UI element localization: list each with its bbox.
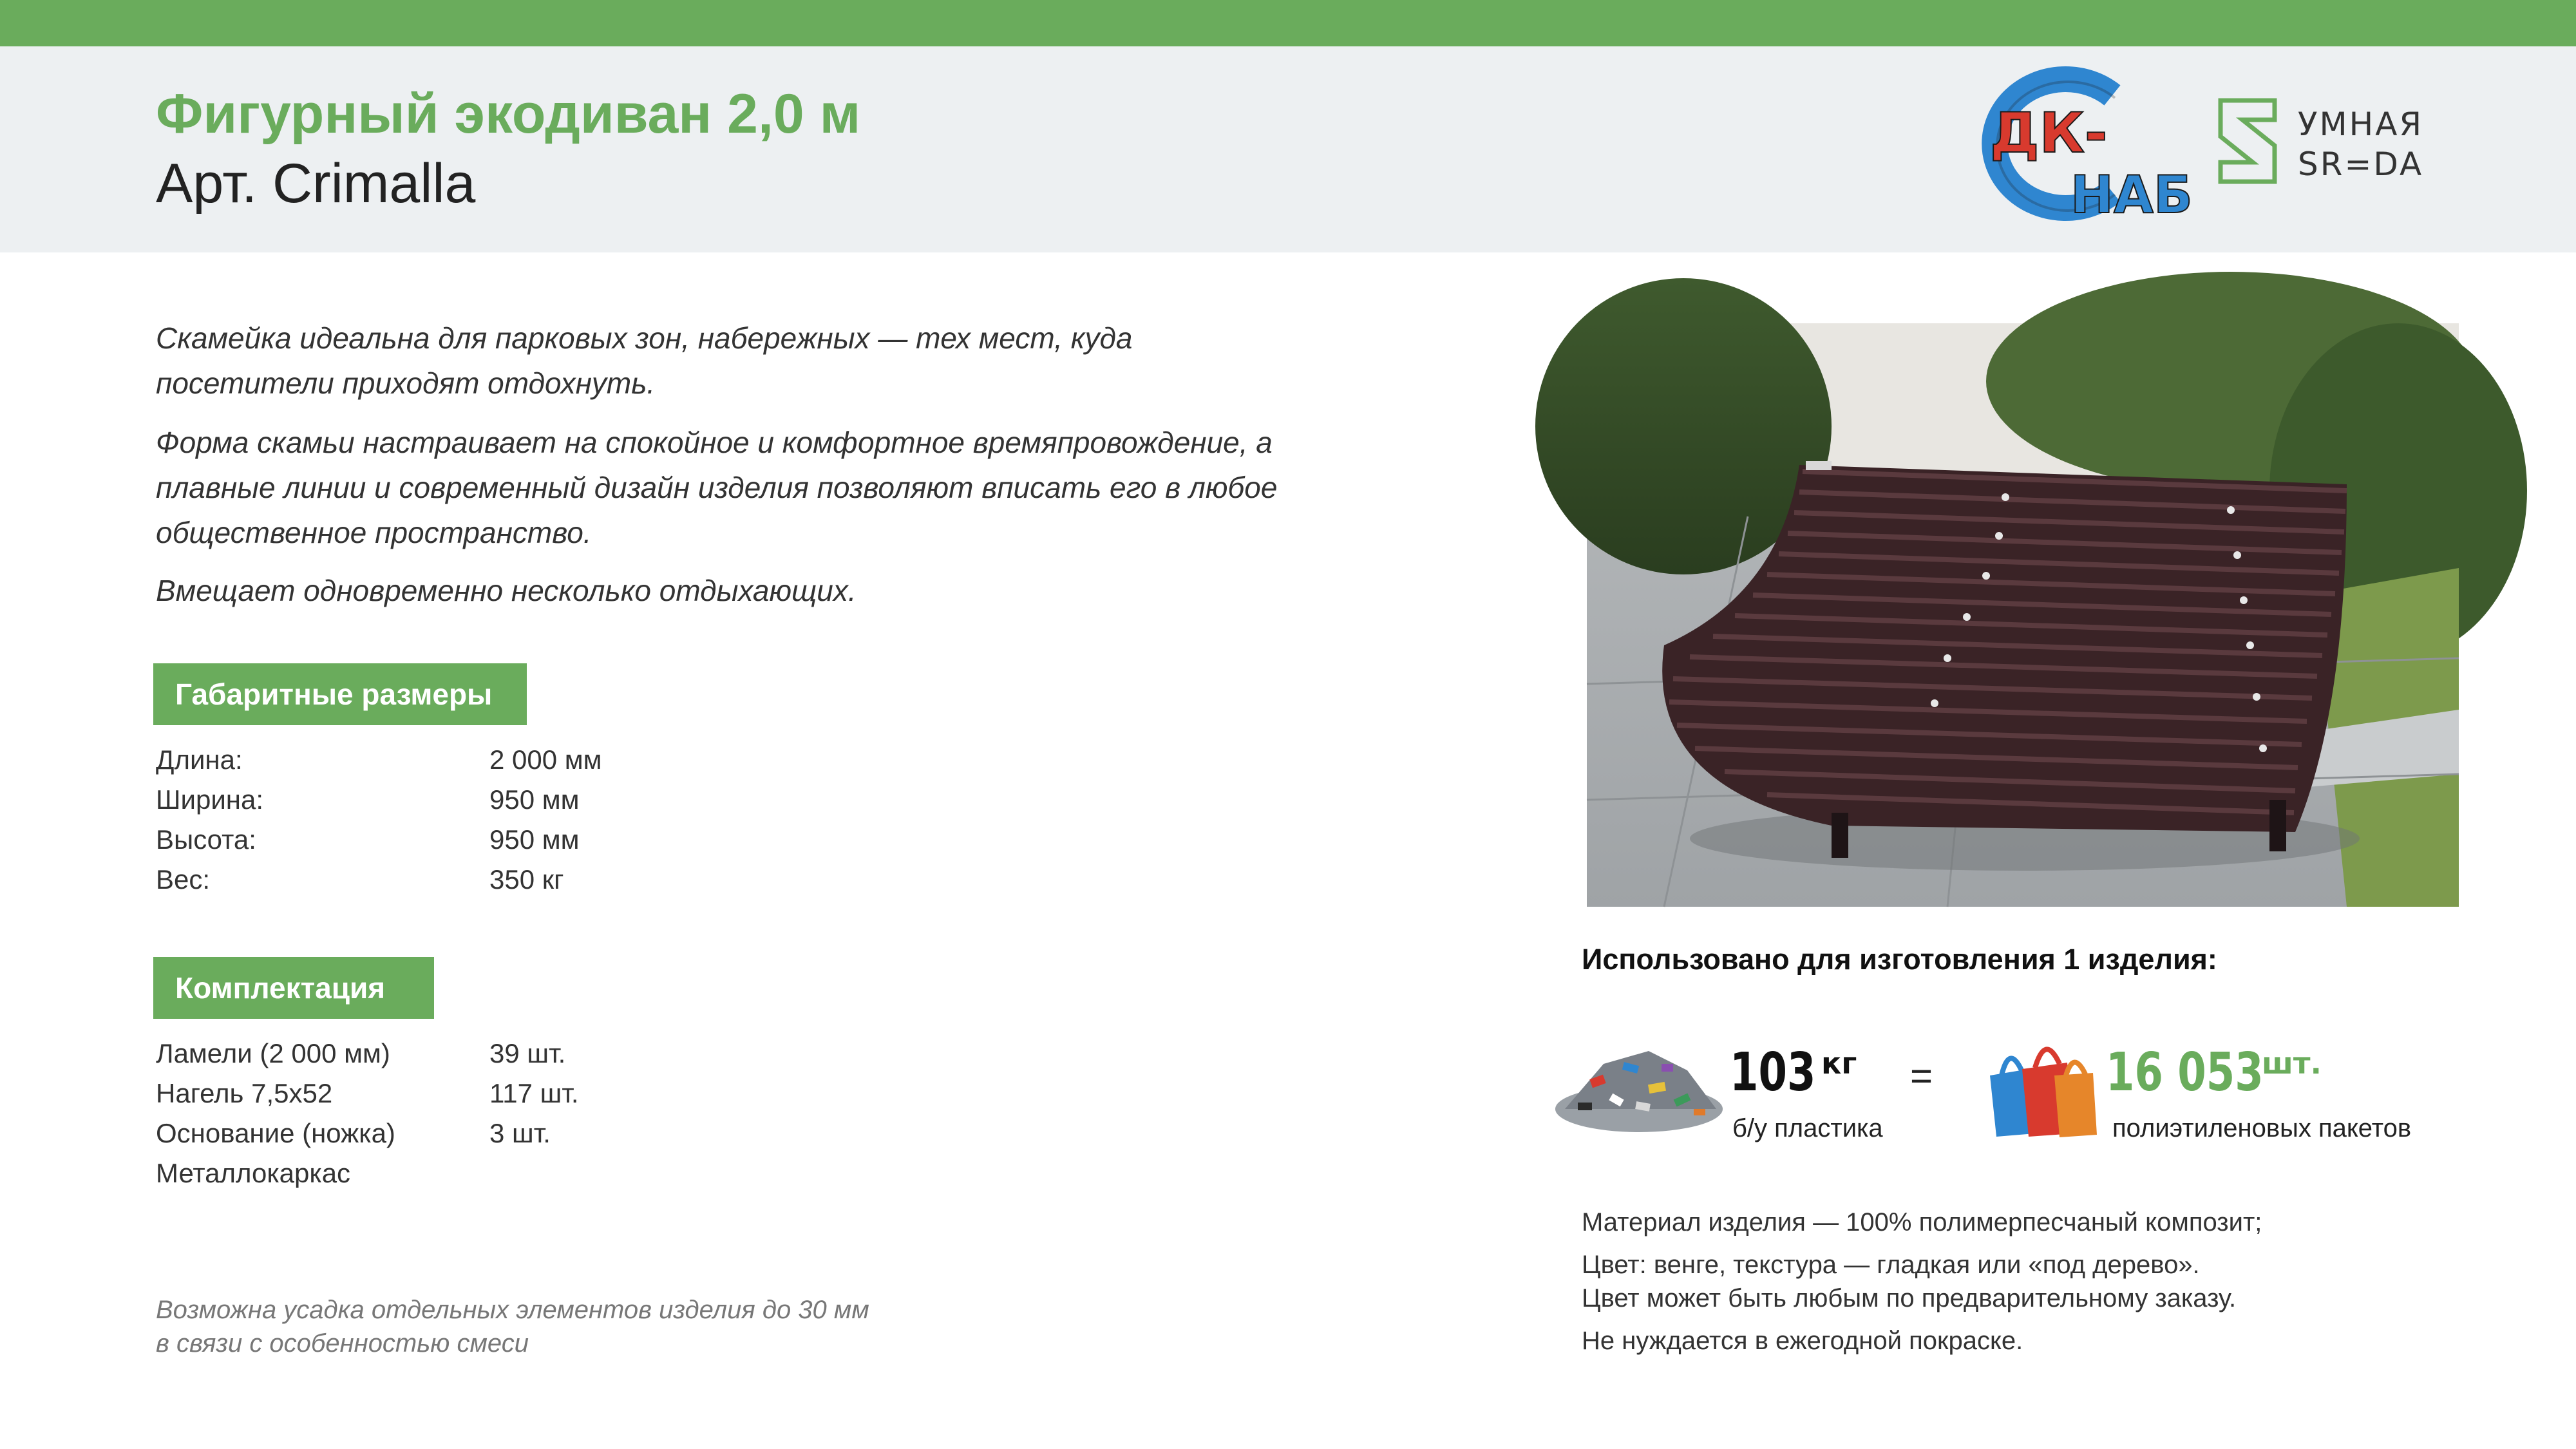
plastic-caption: б/у пластика bbox=[1732, 1114, 1883, 1142]
kit-value: 117 шт. bbox=[489, 1078, 579, 1108]
equals-sign: = bbox=[1910, 1054, 1933, 1097]
logo1-bottom-text: НАБ bbox=[2070, 165, 2193, 225]
bags-amount: 16 053 bbox=[2106, 1042, 2264, 1103]
dimension-key: Длина: bbox=[156, 744, 243, 775]
usage-title: Использовано для изготовления 1 изделия: bbox=[1582, 943, 2217, 976]
dimensions-label: Габаритные размеры bbox=[153, 663, 527, 725]
sreda-s-icon bbox=[2221, 100, 2275, 182]
kit-value: 3 шт. bbox=[489, 1118, 551, 1148]
kit-label: Комплектация bbox=[153, 957, 434, 1019]
plastic-bags-icon bbox=[1984, 1030, 2099, 1140]
bags-unit: шт. bbox=[2262, 1046, 2322, 1081]
description-paragraph-3: Вмещает одновременно несколько отдыхающих. bbox=[156, 574, 857, 607]
kit-key: Нагель 7,5х52 bbox=[156, 1078, 333, 1108]
umnaya-sreda-logo bbox=[2215, 97, 2473, 187]
product-article: Арт. Crimalla bbox=[156, 153, 476, 214]
logo1-top-text: ДК- bbox=[1990, 101, 2108, 166]
product-title: Фигурный экодиван 2,0 м bbox=[156, 83, 861, 145]
dimension-value: 2 000 мм bbox=[489, 744, 602, 775]
material-line: Материал изделия — 100% полимерпесчаный композит; bbox=[1582, 1208, 2262, 1236]
material-line: Не нуждается в ежегодной покраске. bbox=[1582, 1327, 2023, 1355]
logo2-line1: УМНАЯ bbox=[2298, 106, 2424, 143]
shrinkage-note-line: в связи с особенностью смеси bbox=[156, 1329, 529, 1358]
description-paragraph-2: Форма скамьи настраивает на спокойное и комфортное времяпровождение, а плавные линии и современный дизайн изделия позволяют вписать его в любое общественное пространство. bbox=[156, 426, 1278, 549]
description-paragraph-1: Скамейка идеальна для парковых зон, набережных — тех мест, куда посетители приходят отдохнуть. bbox=[156, 321, 1133, 400]
shrinkage-note-line: Возможна усадка отдельных элементов изделия до 30 мм bbox=[156, 1296, 869, 1324]
plastic-amount: 103 bbox=[1730, 1042, 1816, 1103]
kit-key: Основание (ножка) bbox=[156, 1118, 395, 1148]
dk-snab-logo bbox=[1951, 70, 2193, 225]
dimension-value: 350 кг bbox=[489, 864, 564, 895]
dimension-value: 950 мм bbox=[489, 784, 580, 815]
material-line: Цвет: венге, текстура — гладкая или «под дерево». bbox=[1582, 1251, 2200, 1279]
dimension-key: Вес: bbox=[156, 864, 211, 895]
dimension-key: Высота: bbox=[156, 824, 256, 855]
plastic-unit: кг bbox=[1821, 1046, 1857, 1081]
dimension-key: Ширина: bbox=[156, 784, 263, 815]
logo2-line2: SR=DA bbox=[2298, 146, 2424, 183]
bags-caption: полиэтиленовых пакетов bbox=[2112, 1114, 2412, 1142]
bench-photo bbox=[1587, 323, 2459, 907]
top-accent-bar bbox=[0, 0, 2576, 46]
kit-key: Ламели (2 000 мм) bbox=[156, 1038, 390, 1068]
plastic-waste-icon bbox=[1552, 1038, 1726, 1135]
kit-value: 39 шт. bbox=[489, 1038, 566, 1068]
material-line: Цвет может быть любым по предварительному заказу. bbox=[1582, 1284, 2237, 1312]
dimension-value: 950 мм bbox=[489, 824, 580, 855]
kit-key: Металлокаркас bbox=[156, 1158, 351, 1188]
